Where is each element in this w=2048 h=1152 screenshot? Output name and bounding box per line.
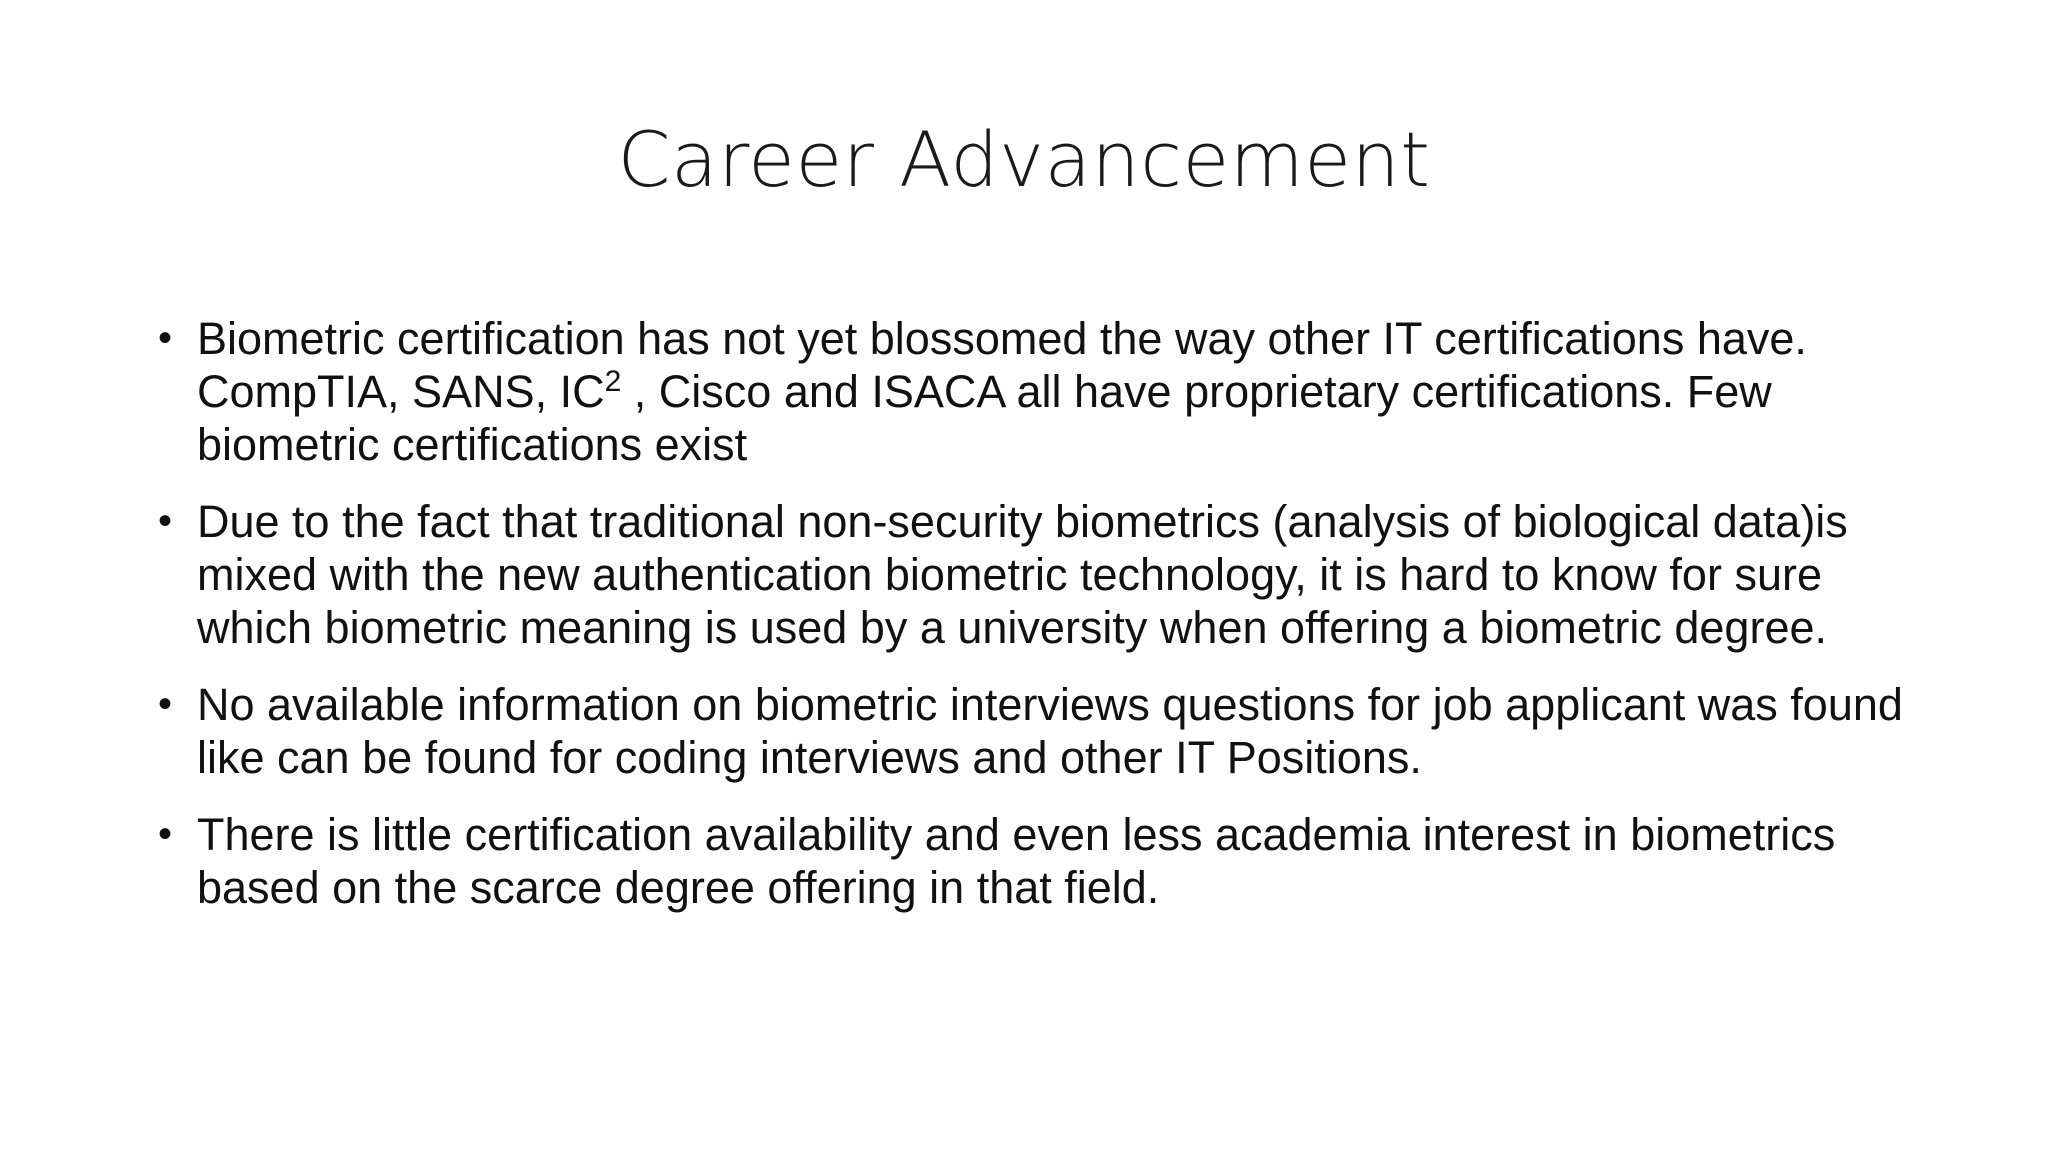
bullet-text: Due to the fact that traditional non-security biometrics (analysis of biological data)is mixed with the new authentication biometric technology, it is hard to know for sure which biometric meaning is used by a university when offering a biometric degree. xyxy=(197,496,1848,653)
bullet-dot-icon: • xyxy=(157,499,172,543)
bullet-text: No available information on biometric interviews questions for job applicant was found like can be found for coding interviews and other IT Positions. xyxy=(197,679,1903,783)
bullet-item-interviews xyxy=(150,678,1930,784)
superscript: 2 xyxy=(604,365,622,398)
bullet-text xyxy=(197,313,1807,470)
bullet-list xyxy=(150,312,1930,938)
bullet-text: There is little certification availability and even less academia interest in biometrics based on the scarce degree offering in that field. xyxy=(197,809,1836,913)
bullet-item-certification xyxy=(150,312,1930,471)
bullet-item-academia xyxy=(150,808,1930,914)
bullet-text-part: , Cisco and ISACA all have proprietary certifications. Few biometric certifications exist xyxy=(197,366,1772,470)
bullet-item-biometrics-meaning xyxy=(150,495,1930,654)
bullet-dot-icon: • xyxy=(157,316,172,360)
bullet-dot-icon: • xyxy=(157,682,172,726)
bullet-dot-icon: • xyxy=(157,812,172,856)
bullet-text-part: Biometric certification has not yet blossomed the way other IT certifications have. CompTIA, SANS, IC xyxy=(197,313,1807,417)
slide-title: Career Advancement xyxy=(617,115,1431,204)
